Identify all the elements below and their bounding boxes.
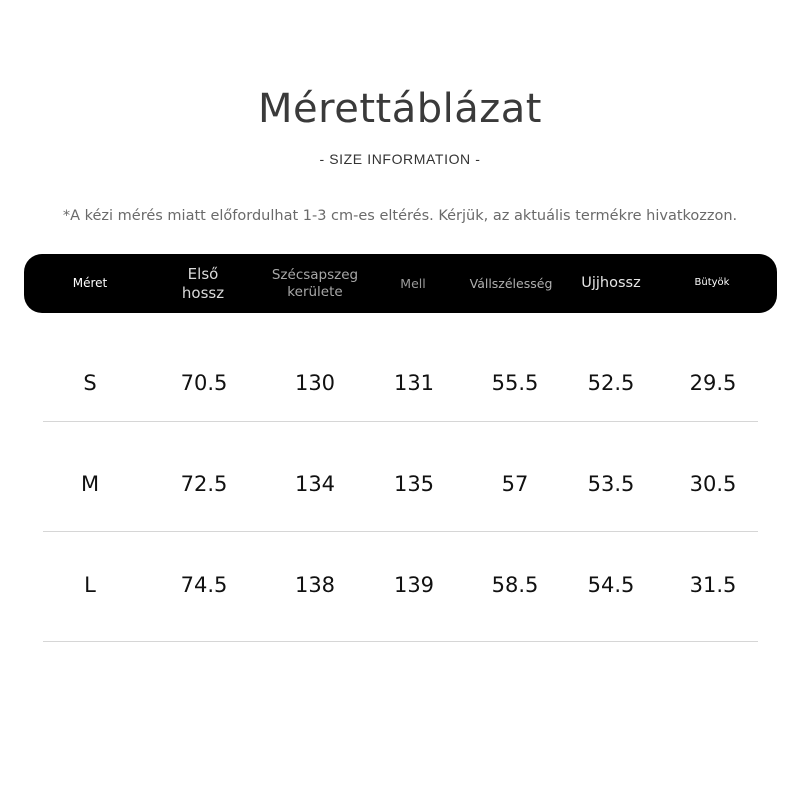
sleeve-length-cell: 54.5 — [587, 573, 635, 597]
front-length-cell: 70.5 — [180, 371, 228, 395]
front-length-cell: 72.5 — [180, 472, 228, 496]
sleeve-length-cell: 53.5 — [587, 472, 635, 496]
chest-cell: 135 — [393, 472, 435, 496]
header-hem-circumference: Szécsapszeg kerülete — [271, 266, 359, 300]
header-size: Méret — [72, 276, 108, 290]
cuff-cell: 29.5 — [689, 371, 737, 395]
header-chest: Mell — [400, 275, 426, 291]
table-row — [43, 535, 758, 635]
size-chart-subtitle: - SIZE INFORMATION - — [319, 151, 481, 167]
table-row — [43, 333, 758, 433]
measurement-note: *A kézi mérés miatt előfordulhat 1-3 cm-es eltérés. Kérjük, az aktuális termékre hivatkozzon. — [62, 208, 738, 224]
cuff-cell: 30.5 — [689, 472, 737, 496]
table-row — [43, 434, 758, 534]
shoulder-width-cell: 55.5 — [491, 371, 539, 395]
front-length-cell: 74.5 — [180, 573, 228, 597]
header-sleeve-length: Ujjhossz — [581, 275, 641, 292]
size-cell: S — [83, 371, 97, 395]
table-header — [24, 254, 777, 313]
hem-circumference-cell: 130 — [294, 371, 336, 395]
sleeve-length-cell: 52.5 — [587, 371, 635, 395]
header-front-length: Első hossz — [181, 264, 225, 302]
size-chart-title: Mérettáblázat — [258, 86, 542, 132]
chest-cell: 131 — [393, 371, 435, 395]
row-divider — [43, 421, 758, 422]
row-divider — [43, 531, 758, 532]
size-cell: M — [80, 472, 100, 496]
size-cell: L — [84, 573, 96, 597]
header-cuff: Bütyök — [694, 277, 730, 289]
cuff-cell: 31.5 — [689, 573, 737, 597]
chest-cell: 139 — [393, 573, 435, 597]
row-divider — [43, 641, 758, 642]
header-shoulder-width: Vállszélesség — [469, 275, 553, 291]
shoulder-width-cell: 57 — [501, 472, 529, 496]
shoulder-width-cell: 58.5 — [491, 573, 539, 597]
hem-circumference-cell: 138 — [294, 573, 336, 597]
hem-circumference-cell: 134 — [294, 472, 336, 496]
